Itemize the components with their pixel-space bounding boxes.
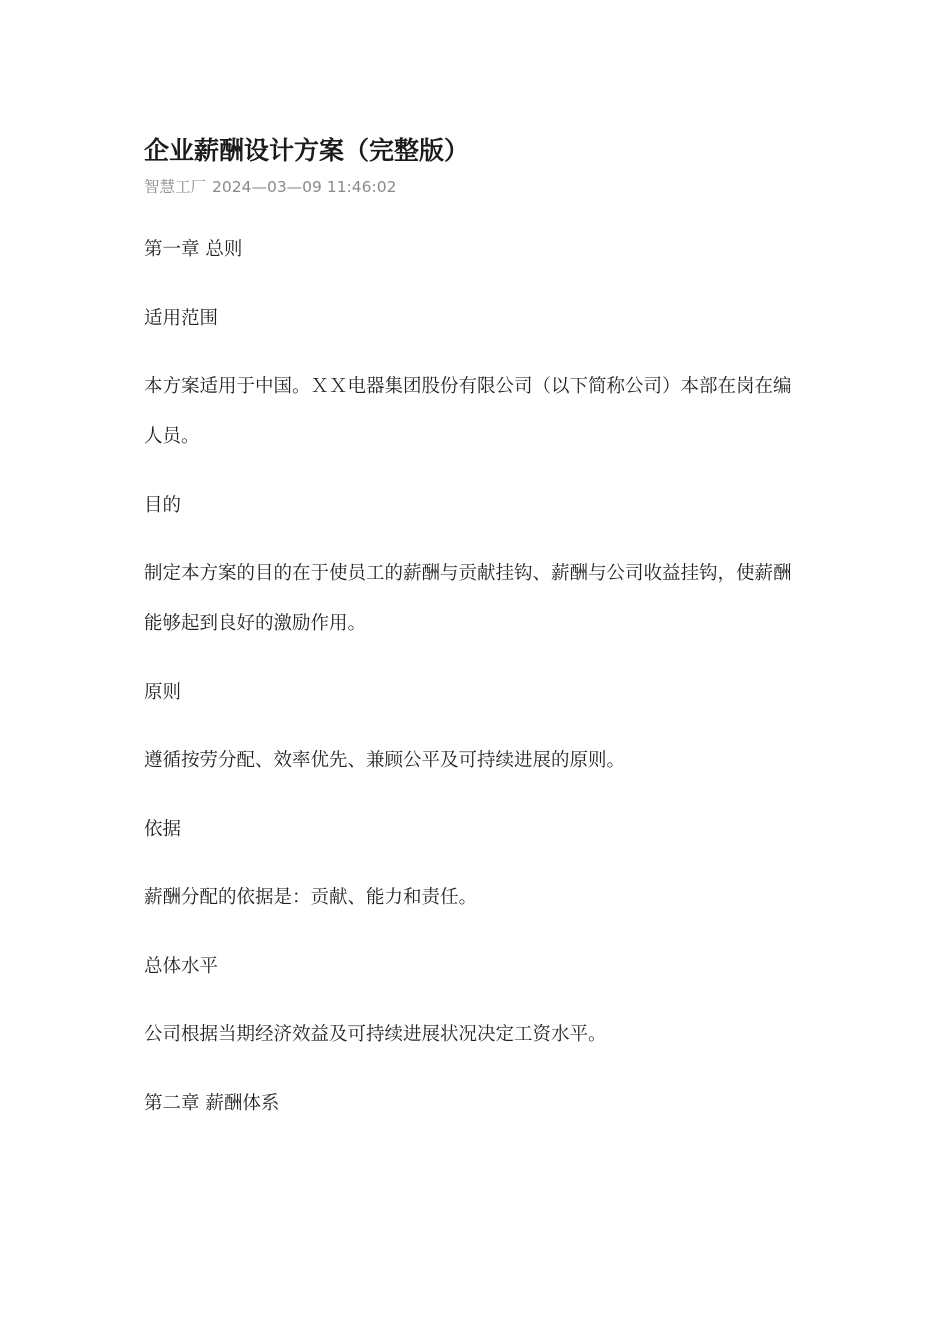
article-meta xyxy=(144,176,396,198)
paragraph: 薪酬分配的依据是：贡献、能力和责任。 xyxy=(144,887,478,908)
chapter-heading: 第一章 总则 xyxy=(144,239,243,260)
paragraph: 制定本方案的目的在于使员工的薪酬与贡献挂钩、薪酬与公司收益挂钩，使薪酬能够起到良好的激励作用。 xyxy=(144,563,792,634)
article-source: 智慧工厂 xyxy=(144,178,207,196)
chapter-heading: 第二章 薪酬体系 xyxy=(144,1092,280,1114)
section-heading: 原则 xyxy=(144,681,182,703)
article-datetime: 2024—03—09 11:46:02 xyxy=(212,178,397,196)
article-title: 企业薪酬设计方案（完整版） xyxy=(144,136,470,165)
section-heading: 适用范围 xyxy=(144,307,219,329)
section-heading: 目的 xyxy=(144,494,182,516)
article-body xyxy=(144,225,804,1147)
paragraph: 本方案适用于中国。ＸＸ电器集团股份有限公司（以下简称公司）本部在岗在编人员。 xyxy=(144,376,792,447)
paragraph: 遵循按劳分配、效率优先、兼顾公平及可持续进展的原则。 xyxy=(144,750,626,771)
paragraph: 公司根据当期经济效益及可持续进展状况决定工资水平。 xyxy=(144,1024,607,1045)
section-heading: 依据 xyxy=(144,818,182,840)
section-heading: 总体水平 xyxy=(144,955,219,977)
